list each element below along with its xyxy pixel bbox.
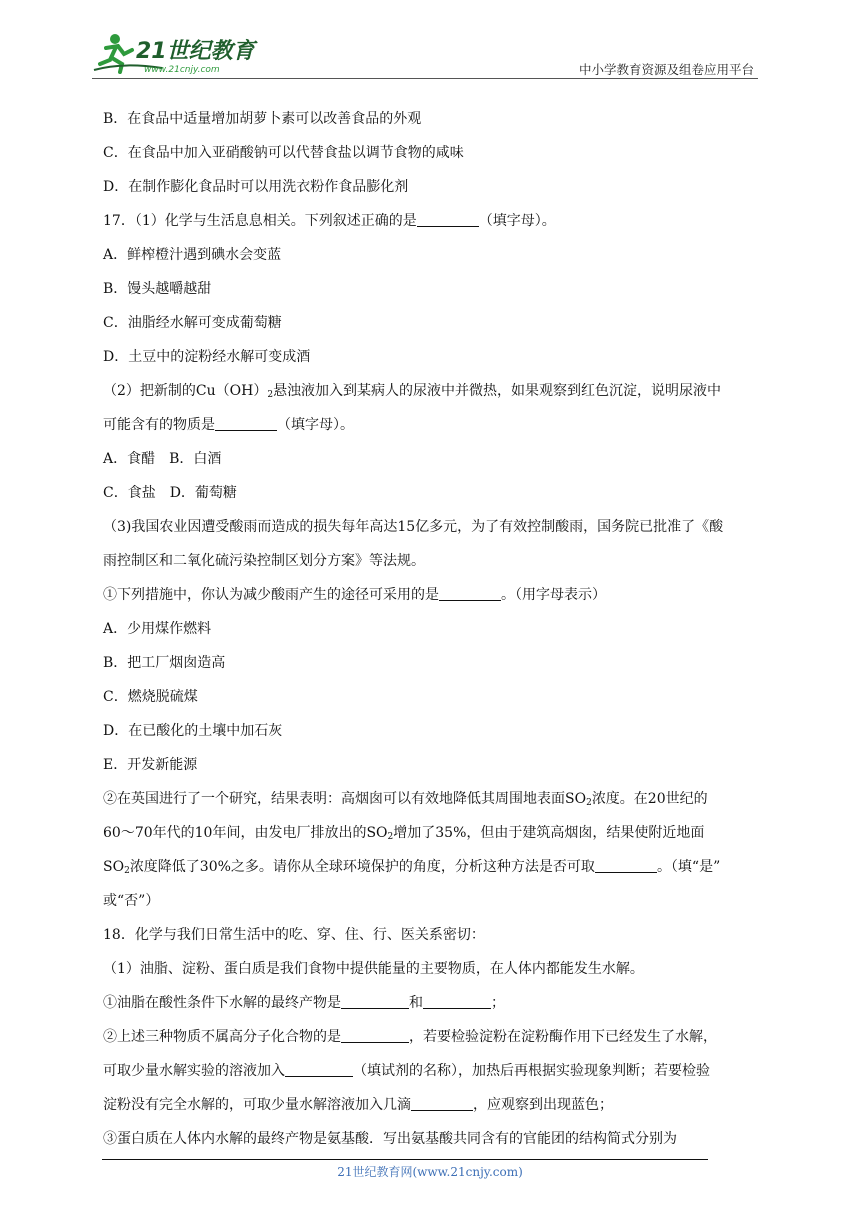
q18-sub-1: ①油脂在酸性条件下水解的最终产物是 和 ； (103, 995, 505, 1011)
q17-3-option-a: A．少用煤作燃料 (103, 621, 212, 637)
answer-blank (595, 858, 657, 873)
q17-3-option-c: C．燃烧脱硫煤 (103, 689, 198, 705)
footer-link[interactable]: 21世纪教育网(www.21cnjy.com) (337, 1165, 523, 1179)
q17-3-sub-2-cont-2: $SO_2$浓度降低了30%之多。请你从全球环境保护的角度，分析这种方法是否可取 。（填“是” (103, 859, 721, 876)
document-body (103, 102, 763, 1156)
svg-text:21世纪教育: 21世纪教育 (136, 39, 255, 64)
footer-divider (102, 1159, 708, 1160)
question-17-part-3-cont: 雨控制区和二氧化硫污染控制区划分方案》等法规。 (103, 553, 425, 569)
question-17-part-1: 17．（1）化学与生活息息相关。下列叙述正确的是 （填字母）。 (103, 213, 556, 229)
q17-option-b: B．馒头越嚼越甜 (103, 281, 212, 297)
q17-option-a: A．鲜榨橙汁遇到碘水会变蓝 (103, 247, 282, 263)
page-header (92, 30, 758, 80)
question-18: 18．化学与我们日常生活中的吃、穿、住、行、医关系密切： (103, 927, 485, 943)
question-17-part-2-cont: 可能含有的物质是 （填字母）。 (103, 417, 354, 433)
q17-option-c: C．油脂经水解可变成葡萄糖 (103, 315, 282, 331)
q17-3-sub-2-cont: 60～70年代的10年间，由发电厂排放出的$SO_2$增加了35%，但由于建筑高烟囱，结果使附近地面 (103, 825, 705, 842)
q17-3-sub-1: ①下列措施中，你认为减少酸雨产生的途径可采用的是 。（用字母表示） (103, 587, 606, 603)
q18-sub-2-cont: 可取少量水解实验的溶液加入 （填试剂的名称），加热后再根据实验现象判断；若要检验 (103, 1063, 710, 1079)
q17-3-option-d: D．在已酸化的土壤中加石灰 (103, 723, 283, 739)
answer-blank (411, 1096, 473, 1111)
answer-blank (285, 1062, 353, 1077)
svg-text:www.21cnjy.com: www.21cnjy.com (144, 65, 220, 75)
q17-3-option-e: E．开发新能源 (103, 757, 198, 773)
q17-2-options-ab: A．食醋 B．白酒 (103, 451, 222, 467)
q17-2-options-cd: C．食盐 D．葡萄糖 (103, 485, 237, 501)
q17-option-d: D．土豆中的淀粉经水解可变成酒 (103, 349, 311, 365)
answer-blank (439, 586, 501, 601)
answer-blank (423, 994, 491, 1009)
header-divider (92, 78, 758, 79)
option-b: B．在食品中适量增加胡萝卜素可以改善食品的外观 (103, 111, 422, 127)
answer-blank (341, 1028, 409, 1043)
q17-3-option-b: B．把工厂烟囱造高 (103, 655, 226, 671)
question-17-part-3: （3)我国农业因遭受酸雨而造成的损失每年高达15亿多元，为了有效控制酸雨，国务院已批准了《酸 (103, 519, 724, 535)
question-18-part-1: （1）油脂、淀粉、蛋白质是我们食物中提供能量的主要物质，在人体内都能发生水解。 (103, 961, 644, 977)
option-c: C．在食品中加入亚硝酸钠可以代替食盐以调节食物的咸味 (103, 145, 464, 161)
q18-sub-2-cont-2: 淀粉没有完全水解的，可取少量水解溶液加入几滴 ，应观察到出现蓝色； (103, 1097, 613, 1113)
answer-blank (341, 994, 409, 1009)
q18-sub-2: ②上述三种物质不属高分子化合物的是 ，若要检验淀粉在淀粉酶作用下已经发生了水解， (103, 1029, 717, 1045)
header-platform-text: 中小学教育资源及组卷应用平台 (578, 62, 754, 77)
q18-sub-3: ③蛋白质在人体内水解的最终产物是氨基酸．写出氨基酸共同含有的官能团的结构简式分别为 (103, 1131, 677, 1147)
option-d: D．在制作膨化食品时可以用洗衣粉作食品膨化剂 (103, 179, 409, 195)
answer-blank (417, 212, 479, 227)
question-17-part-2: （2）把新制的$Cu(OH)_2$悬浊液加入到某病人的尿液中并微热，如果观察到红色沉淀，说明尿液中 (103, 383, 722, 400)
q17-3-sub-2-cont-3: 或“否”） (103, 893, 160, 909)
logo-runner-icon (92, 32, 267, 76)
q17-3-sub-2: ②在英国进行了一个研究，结果表明：高烟囱可以有效地降低其周围地表面$SO_2$浓度。在20世纪的 (103, 791, 708, 808)
logo (92, 32, 267, 76)
answer-blank (215, 416, 277, 431)
